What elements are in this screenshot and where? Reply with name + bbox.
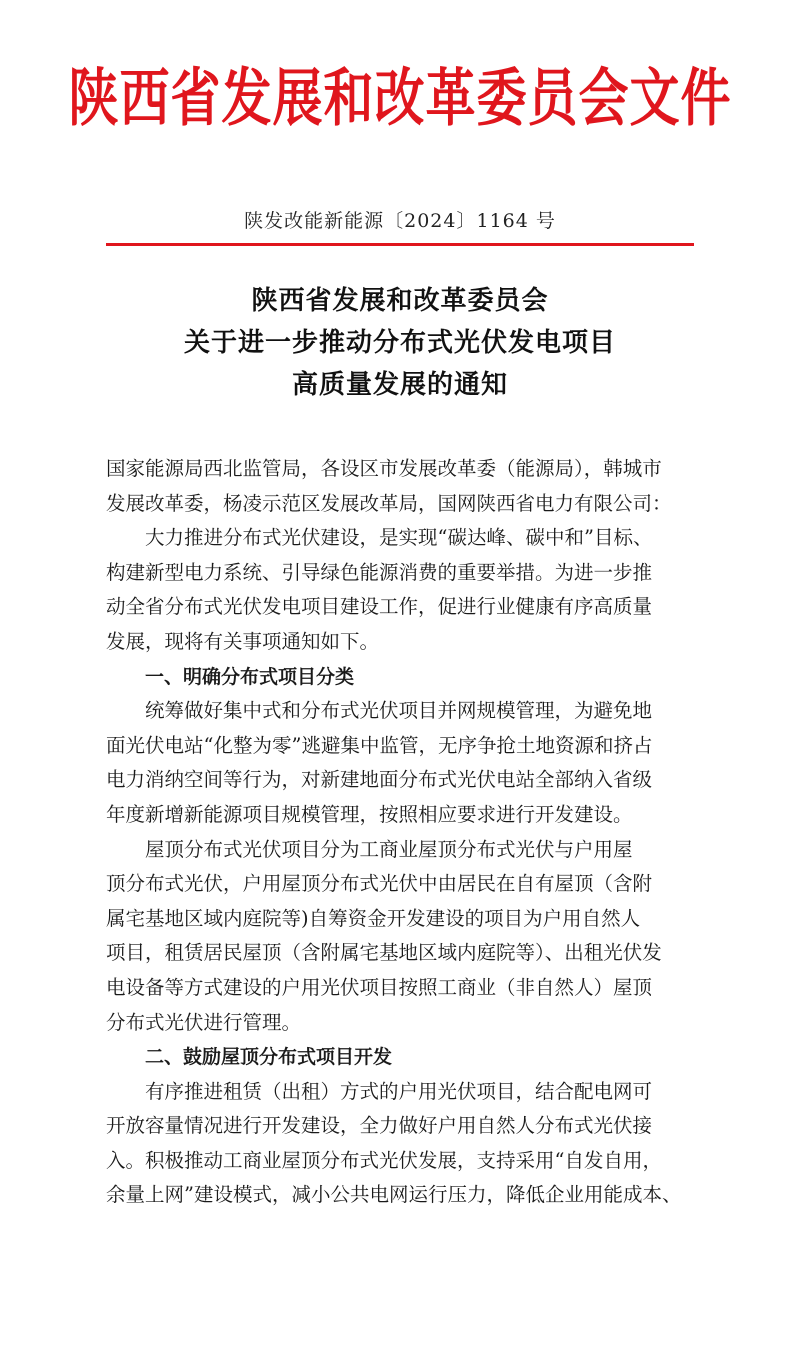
- text-line: 年度新增新能源项目规模管理，按照相应要求进行开发建设。: [106, 802, 633, 826]
- text-line: 电设备等方式建设的户用光伏项目按照工商业（非自然人）屋顶: [106, 975, 653, 999]
- document-number: 陕发改能新能源〔2024〕1164 号: [244, 210, 556, 232]
- title-line-3: 高质量发展的通知: [291, 370, 508, 400]
- intro-paragraph: [106, 521, 696, 659]
- addressee-paragraph: [106, 452, 696, 521]
- text-line: 顶分布式光伏，户用屋顶分布式光伏中由居民在自有屋顶（含附: [106, 872, 653, 896]
- text-line: 入。积极推动工商业屋顶分布式光伏发展，支持采用“自发自用，: [106, 1148, 662, 1172]
- section-1-paragraph-2: [106, 833, 696, 1041]
- text-line: 分布式光伏进行管理。: [106, 1010, 302, 1034]
- notice-body: [106, 452, 696, 1213]
- text-line: 发展，现将有关事项通知如下。: [106, 629, 380, 653]
- text-line: 构建新型电力系统、引导绿色能源消费的重要举措。为进一步推: [106, 560, 653, 584]
- text-line: 大力推进分布式光伏建设，是实现“碳达峰、碳中和”目标、: [145, 526, 653, 550]
- text-line: 电力消纳空间等行为，对新建地面分布式光伏电站全部纳入省级: [106, 768, 653, 792]
- text-line: 发展改革委，杨凌示范区发展改革局，国网陕西省电力有限公司：: [106, 491, 672, 515]
- text-line: 项目，租赁居民屋顶（含附属宅基地区域内庭院等）、出租光伏发: [106, 941, 662, 965]
- text-line: 面光伏电站“化整为零”逃避集中监管，无序争抢土地资源和挤占: [106, 733, 653, 757]
- text-line: 有序推进租赁（出租）方式的户用光伏项目，结合配电网可: [145, 1079, 653, 1103]
- title-line-1: 陕西省发展和改革委员会: [251, 286, 549, 316]
- section-1-heading: 一、明确分布式项目分类: [145, 665, 355, 688]
- text-line: 开放容量情况进行开发建设，全力做好户用自然人分布式光伏接: [106, 1114, 653, 1138]
- section-2-paragraph-1: [106, 1075, 696, 1213]
- text-line: 国家能源局西北监管局，各设区市发展改革委（能源局），韩城市: [106, 457, 662, 480]
- red-letterhead-title: 陕西省发展和改革委员会文件: [68, 61, 732, 135]
- text-line: 属宅基地区域内庭院等)自筹资金开发建设的项目为户用自然人: [106, 906, 641, 930]
- notice-title: [0, 280, 800, 406]
- text-line: 屋顶分布式光伏项目分为工商业屋顶分布式光伏与户用屋: [145, 837, 633, 861]
- text-line: 余量上网”建设模式，减小公共电网运行压力，降低企业用能成本、: [106, 1183, 682, 1207]
- text-line: 统筹做好集中式和分布式光伏项目并网规模管理，为避免地: [145, 699, 653, 723]
- title-line-2: 关于进一步推动分布式光伏发电项目: [183, 328, 616, 358]
- text-line: 动全省分布式光伏发电项目建设工作，促进行业健康有序高质量: [106, 595, 653, 619]
- section-1-paragraph-1: [106, 694, 696, 832]
- section-2-heading: 二、鼓励屋顶分布式项目开发: [145, 1046, 393, 1069]
- red-separator-line: [106, 243, 694, 246]
